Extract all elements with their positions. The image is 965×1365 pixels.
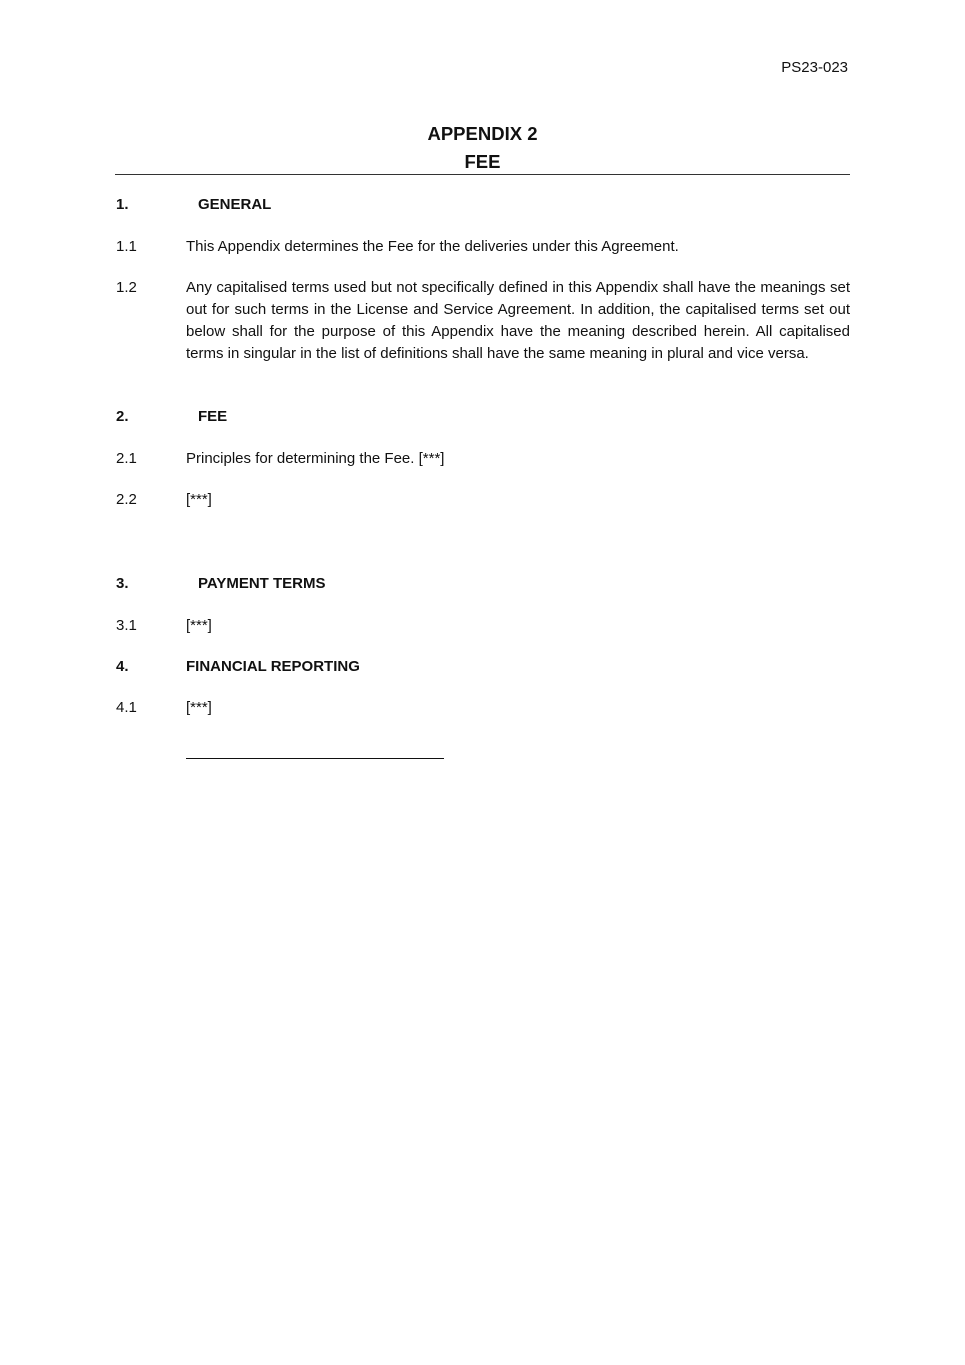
clause-text: [***]: [186, 617, 212, 634]
clause-text: This Appendix determines the Fee for the deliveries under this Agreement.: [186, 238, 679, 255]
clause-number: 2.1: [116, 450, 137, 467]
clause-number: 4.1: [116, 699, 137, 716]
title-line-appendix: APPENDIX 2: [427, 123, 538, 144]
title-divider: [115, 174, 850, 175]
clause-text: Any capitalised terms used but not specifically defined in this Appendix shall have the meanings set out for such terms in the License and Service Agreement. In addition, the capitalised terms set out below shall for the purpose of this Appendix have the meaning described herein. All capitalised terms in singular in the list of definitions shall have the same meaning in plural and vice versa.: [186, 279, 850, 362]
section-heading-text: FINANCIAL REPORTING: [186, 658, 360, 675]
clause-number: 2.2: [116, 491, 137, 508]
section-heading-text: GENERAL: [198, 196, 272, 213]
section-number: 3.: [116, 575, 129, 592]
section-heading-text: PAYMENT TERMS: [198, 575, 326, 592]
clause-4-1: [116, 697, 850, 719]
page-title: [115, 120, 850, 176]
clause-1-1: [116, 236, 850, 258]
clause-2-2: [116, 489, 850, 511]
clause-text: Principles for determining the Fee. [***]: [186, 450, 445, 467]
section-number: 2.: [116, 408, 129, 425]
title-line-fee: FEE: [464, 151, 501, 172]
clause-number: 1.1: [116, 238, 137, 255]
document-reference: PS23-023: [781, 59, 848, 76]
clause-3-1: [116, 615, 850, 637]
clause-2-1: [116, 448, 850, 470]
end-of-document-rule: [186, 758, 444, 759]
clause-text: [***]: [186, 491, 212, 508]
section-number: 1.: [116, 196, 129, 213]
clause-number: 3.1: [116, 617, 137, 634]
section-number: 4.: [116, 658, 129, 675]
clause-text: [***]: [186, 699, 212, 716]
clause-1-2: [116, 277, 850, 365]
section-heading-text: FEE: [198, 408, 228, 425]
clause-number: 1.2: [116, 279, 137, 296]
